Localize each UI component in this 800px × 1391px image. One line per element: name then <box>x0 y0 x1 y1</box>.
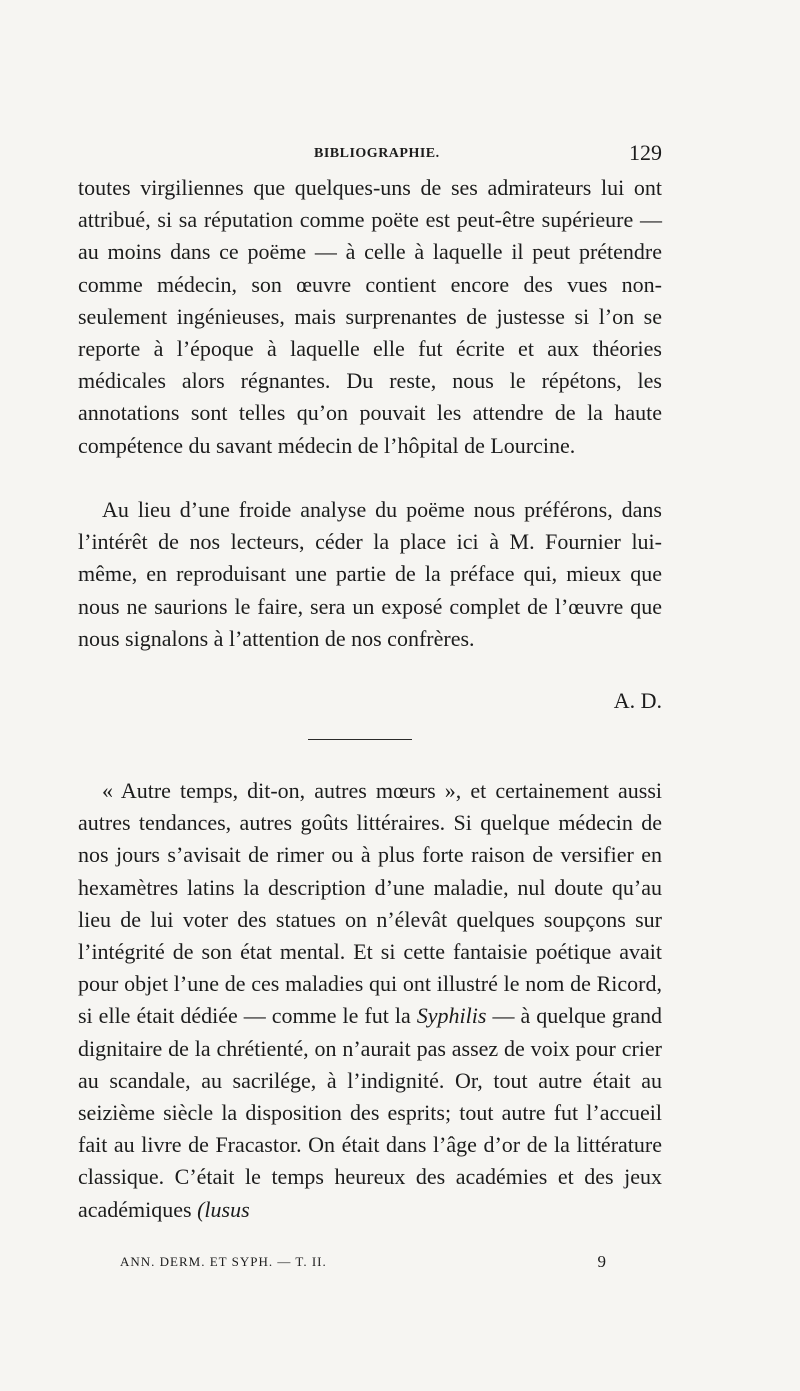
page-number: 129 <box>629 140 662 165</box>
page-footer <box>120 1254 606 1278</box>
journal-reference: ANN. DERM. ET SYPH. — T. II. <box>120 1254 327 1269</box>
author-signature: A. D. <box>613 688 662 713</box>
paragraph-3-text-a: « Autre temps, dit-on, autres mœurs », et certainement aussi autres tendances, autres goûts littéraires. Si quelque médecin de nos jours s’avisait de rimer ou à plus forte raison de versifier en hexamètres latins la description d’une maladie, nul doute qu’au lieu de lui voter des statues on n’élevât quelques soupçons sur l’intégrité de son état mental. Et si cette fantaisie poétique avait pour objet l’une de ces maladies qui ont illustré le nom de Ricord, si elle était dédiée — comme le fut la <box>78 778 662 1029</box>
section-divider <box>308 739 412 740</box>
signature-mark: 9 <box>597 1252 606 1271</box>
paragraph-3-text-end: (lusus <box>197 1196 250 1222</box>
running-title: BIBLIOGRAPHIE. <box>314 146 440 161</box>
paragraph-2 <box>78 494 662 655</box>
paragraph-3-text-b: — à quelque grand dignitaire de la chrétienté, on n’aurait pas assez de voix pour crier au scandale, au sacrilége, à l’indignité. Or, tout autre était au seizième siècle la disposition des esprits; tout autre fut l’accueil fait au livre de Fracastor. On était dans l’âge d’or de la littérature classique. C’était le temps heureux des académies et des jeux académiques <box>78 1003 662 1222</box>
paragraph-1: toutes virgiliennes que quelques-uns de ses admirateurs lui ont attribué, si sa réputation comme poëte est peut-être supérieure — au moins dans ce poëme — à celle à laquelle il peut prétendre comme médecin, son œuvre contient encore des vues non-seulement ingénieuses, mais surprenantes de justesse si l’on se reporte à l’époque à laquelle elle fut écrite et aux théories médicales alors régnantes. Du reste, nous le répétons, les annotations sont telles qu’on pouvait les attendre de la haute compétence du savant médecin de l’hôpital de Lourcine. <box>78 175 662 458</box>
paragraph-2-text: Au lieu d’une froide analyse du poëme nous préférons, dans l’intérêt de nos lecteurs, céder la place ici à M. Fournier lui-même, en reproduisant une partie de la préface qui, mieux que nous ne saurions le faire, sera un exposé complet de l’œuvre que nous signalons à l’attention de nos confrères. <box>78 497 662 651</box>
paragraph-3 <box>78 775 662 1226</box>
work-title-syphilis: Syphilis <box>416 1003 487 1029</box>
page-header <box>78 140 662 170</box>
